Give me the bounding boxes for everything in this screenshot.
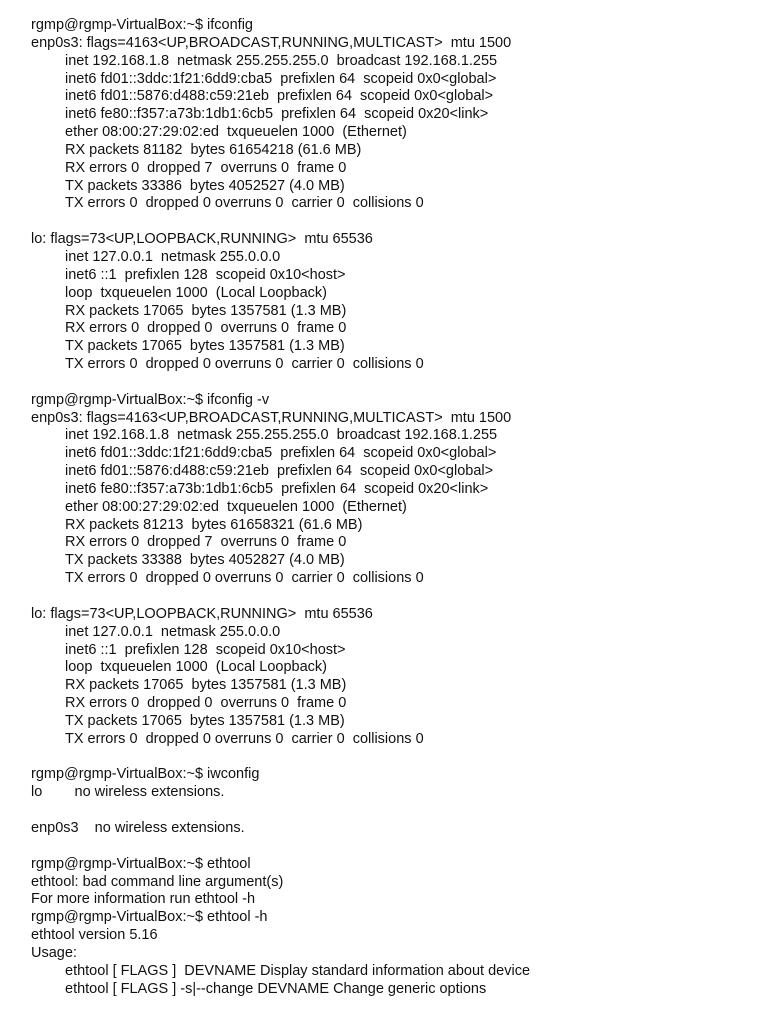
output-line: RX packets 81213 bytes 61658321 (61.6 MB)	[65, 516, 363, 533]
output-line: lo: flags=73<UP,LOOPBACK,RUNNING> mtu 65536	[31, 605, 373, 622]
output-line: inet6 ::1 prefixlen 128 scopeid 0x10<host>	[65, 266, 346, 283]
output-line: TX errors 0 dropped 0 overruns 0 carrier 0 collisions 0	[65, 356, 424, 373]
output-line: inet 127.0.0.1 netmask 255.0.0.0	[65, 623, 281, 640]
output-line: enp0s3 no wireless extensions.	[31, 819, 245, 836]
output-line: ether 08:00:27:29:02:ed txqueuelen 1000 (Ethernet)	[65, 124, 407, 141]
output-line: RX packets 17065 bytes 1357581 (1.3 MB)	[65, 302, 347, 319]
blank-line	[31, 213, 761, 231]
output-line: For more information run ethtool -h	[31, 891, 256, 908]
output-line: RX packets 17065 bytes 1357581 (1.3 MB)	[65, 677, 347, 694]
output-line: inet 192.168.1.8 netmask 255.255.255.0 broadcast 192.168.1.255	[65, 427, 498, 444]
output-line: TX packets 17065 bytes 1357581 (1.3 MB)	[65, 712, 345, 729]
output-line: inet6 ::1 prefixlen 128 scopeid 0x10<host>	[65, 641, 346, 658]
output-line: RX errors 0 dropped 7 overruns 0 frame 0	[65, 159, 347, 176]
output-line: ethtool [ FLAGS ] DEVNAME Display standard information about device	[65, 962, 531, 979]
output-line: TX errors 0 dropped 0 overruns 0 carrier 0 collisions 0	[65, 730, 424, 747]
output-line: ethtool: bad command line argument(s)	[31, 873, 284, 890]
output-line: inet6 fe80::f357:a73b:1db1:6cb5 prefixlen 64 scopeid 0x20<link>	[65, 480, 489, 497]
output-line: lo no wireless extensions.	[31, 784, 225, 801]
output-line: ethtool version 5.16	[31, 927, 158, 944]
blank-line	[31, 838, 761, 856]
output-line: TX packets 33388 bytes 4052827 (4.0 MB)	[65, 552, 345, 569]
output-line: inet6 fd01::3ddc:1f21:6dd9:cba5 prefixlen 64 scopeid 0x0<global>	[65, 445, 497, 462]
output-line: inet6 fd01::5876:d488:c59:21eb prefixlen 64 scopeid 0x0<global>	[65, 463, 494, 480]
output-line: TX errors 0 dropped 0 overruns 0 carrier 0 collisions 0	[65, 570, 424, 587]
command-prompt-line: rgmp@rgmp-VirtualBox:~$ ethtool -h	[31, 909, 268, 926]
output-line: TX packets 17065 bytes 1357581 (1.3 MB)	[65, 338, 345, 355]
output-line: Usage:	[31, 944, 77, 961]
output-line: TX packets 33386 bytes 4052527 (4.0 MB)	[65, 177, 345, 194]
output-line: RX errors 0 dropped 0 overruns 0 frame 0	[65, 320, 347, 337]
output-line: loop txqueuelen 1000 (Local Loopback)	[65, 659, 327, 676]
command-prompt-line: rgmp@rgmp-VirtualBox:~$ ethtool	[31, 855, 251, 872]
output-line: inet 127.0.0.1 netmask 255.0.0.0	[65, 248, 281, 265]
output-line: inet 192.168.1.8 netmask 255.255.255.0 broadcast 192.168.1.255	[65, 52, 498, 69]
output-line: ether 08:00:27:29:02:ed txqueuelen 1000 (Ethernet)	[65, 498, 407, 515]
blank-line	[31, 588, 761, 606]
output-line: enp0s3: flags=4163<UP,BROADCAST,RUNNING,MULTICAST> mtu 1500	[31, 34, 512, 51]
output-line: TX errors 0 dropped 0 overruns 0 carrier 0 collisions 0	[65, 195, 424, 212]
output-line: ethtool [ FLAGS ] -s|--change DEVNAME Change generic options	[65, 980, 487, 997]
output-line: loop txqueuelen 1000 (Local Loopback)	[65, 284, 327, 301]
output-line: inet6 fd01::5876:d488:c59:21eb prefixlen 64 scopeid 0x0<global>	[65, 88, 494, 105]
output-line: RX errors 0 dropped 7 overruns 0 frame 0	[65, 534, 347, 551]
output-line: enp0s3: flags=4163<UP,BROADCAST,RUNNING,MULTICAST> mtu 1500	[31, 409, 512, 426]
output-line: inet6 fd01::3ddc:1f21:6dd9:cba5 prefixlen 64 scopeid 0x0<global>	[65, 70, 497, 87]
output-line: lo: flags=73<UP,LOOPBACK,RUNNING> mtu 65536	[31, 231, 373, 248]
terminal-output	[31, 17, 761, 998]
blank-line	[31, 374, 761, 392]
output-line: RX packets 81182 bytes 61654218 (61.6 MB)	[65, 141, 362, 158]
blank-line	[31, 749, 761, 767]
blank-line	[31, 802, 761, 820]
command-prompt-line: rgmp@rgmp-VirtualBox:~$ ifconfig -v	[31, 391, 270, 408]
command-prompt-line: rgmp@rgmp-VirtualBox:~$ iwconfig	[31, 766, 260, 783]
output-line: inet6 fe80::f357:a73b:1db1:6cb5 prefixlen 64 scopeid 0x20<link>	[65, 106, 489, 123]
command-prompt-line: rgmp@rgmp-VirtualBox:~$ ifconfig	[31, 17, 253, 33]
output-line: RX errors 0 dropped 0 overruns 0 frame 0	[65, 695, 347, 712]
